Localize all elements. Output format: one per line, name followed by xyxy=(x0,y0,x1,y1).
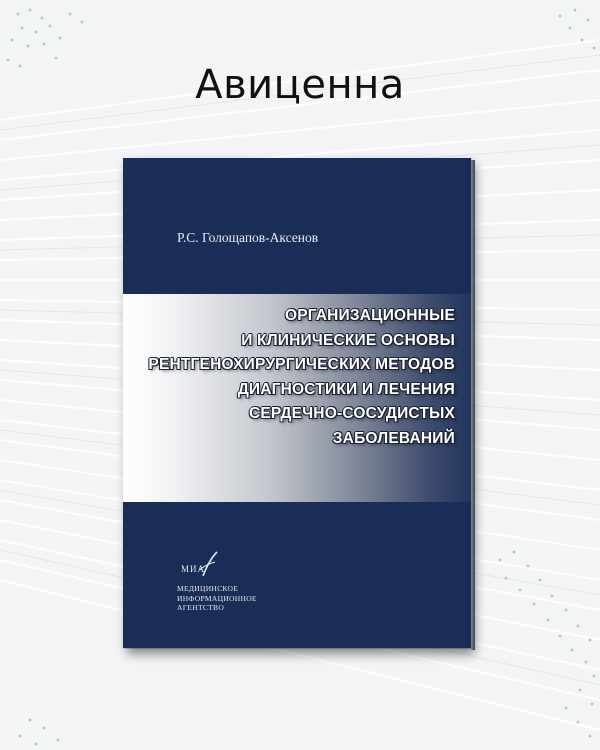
book-title-line: СЕРДЕЧНО-СОСУДИСТЫХ xyxy=(248,405,455,422)
publisher-name xyxy=(177,584,257,613)
book-title-line: ДИАГНОСТИКИ И ЛЕЧЕНИЯ xyxy=(237,380,455,398)
book-author: Р.С. Голощапов-Аксенов xyxy=(177,230,319,245)
book-title xyxy=(135,304,455,451)
publisher-line: ИНФОРМАЦИОННОЕ xyxy=(177,593,257,603)
publisher-line: МЕДИЦИНСКОЕ xyxy=(177,584,239,593)
publisher-logo-text: МИА xyxy=(181,564,206,574)
book-title-line: ОРГАНИЗАЦИОННЫЕ xyxy=(284,307,455,324)
publisher-logo-icon xyxy=(179,550,219,580)
book-title-line: ЗАБОЛЕВАНИЙ xyxy=(332,429,455,447)
publisher-line: АГЕНТСТВО xyxy=(177,603,225,612)
book-cover xyxy=(123,158,471,648)
book-title-line: И КЛИНИЧЕСКИЕ ОСНОВЫ xyxy=(241,331,455,349)
book-title-line: РЕНТГЕНОХИРУРГИЧЕСКИХ МЕТОДОВ xyxy=(148,356,455,373)
store-title: Авиценна xyxy=(195,62,405,108)
